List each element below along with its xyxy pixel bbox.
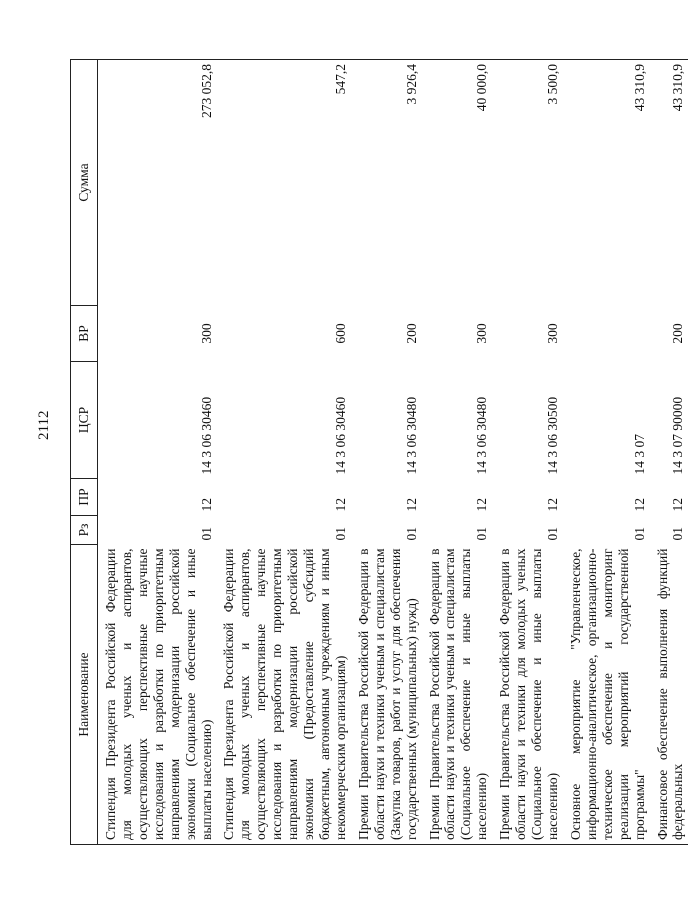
cell-name: Премии Правительства Российской Федерации в области науки и техники ученым и специалистам (Закупка товаров, работ и услуг для обеспечения государственных (муниципальных) нужд) (351, 545, 422, 845)
cell-csr: 14 3 06 30480 (403, 396, 419, 475)
header-name: Наименование (71, 545, 98, 845)
cell-sum: 547,2 (216, 60, 350, 306)
cell-rz: 01 (403, 527, 419, 541)
cell-csr: 14 3 07 90000 (670, 396, 686, 475)
cell-rz: 01 (474, 527, 490, 541)
header-pr: ПР (71, 479, 98, 516)
cell-name: Премии Правительства Российской Федерации в области науки и техники для молодых ученых (Социальное обеспечение и иные выплаты населению) (492, 545, 563, 845)
cell-name: Стипендия Президента Российской Федерации для молодых ученых и аспирантов, осуществляющих перспективные научные исследования и разработки по приоритетным направлениям модернизации российской экономики (Социальное обеспечение и иные выплаты населению) (98, 545, 217, 845)
cell-name: Финансовое обеспечение выполнения функций федеральных (650, 545, 688, 845)
cell-pr: 12 (631, 498, 647, 512)
cell-sum: 3 500,0 (492, 60, 563, 306)
cell-sum: 3 926,4 (351, 60, 422, 306)
cell-csr: 14 3 06 30460 (198, 396, 214, 475)
cell-pr: 12 (670, 498, 686, 512)
cell-csr: 14 3 06 30460 (332, 396, 348, 475)
cell-pr: 12 (403, 498, 419, 512)
cell-pr: 12 (474, 498, 490, 512)
header-sum: Сумма (71, 60, 98, 306)
cell-vr: 200 (670, 323, 686, 344)
rotated-page-content (70, 60, 686, 845)
cell-pr: 12 (198, 498, 214, 512)
cell-sum: 40 000,0 (422, 60, 493, 306)
cell-name: Премии Правительства Российской Федерации в области науки и техники ученым и специалистам (Социальное обеспечение и иные выплаты населению) (422, 545, 493, 845)
cell-rz: 01 (544, 527, 560, 541)
table-row (351, 60, 422, 845)
page-number: 2112 (36, 410, 52, 440)
cell-rz: 01 (332, 527, 348, 541)
cell-rz: 01 (631, 527, 647, 541)
cell-pr: 12 (332, 498, 348, 512)
table-row (422, 60, 493, 845)
cell-sum: 273 052,8 (98, 60, 217, 306)
table-row (98, 60, 217, 845)
cell-csr: 14 3 07 (631, 434, 647, 475)
cell-vr: 300 (198, 323, 214, 344)
cell-name: Стипендия Президента Российской Федерации для молодых ученых и аспирантов, осуществляющих перспективные научные исследования и разработки по приоритетным направлениям модернизации российской экономики (Предоставление субсидий бюджетным, автономным учреждениям и иным некоммерческим организациям) (216, 545, 350, 845)
budget-table (70, 59, 688, 845)
cell-name: Основное мероприятие "Управленческое, информационно-аналитическое, организационно-техническое обеспечение и мониторинг реализации мероприятий государственной программы" (563, 545, 650, 845)
cell-sum: 43 310,9 (650, 60, 688, 306)
cell-vr: 300 (544, 323, 560, 344)
table-row (563, 60, 650, 845)
table-header (71, 60, 98, 845)
cell-vr: 300 (474, 323, 490, 344)
cell-rz: 01 (198, 527, 214, 541)
cell-csr: 14 3 06 30500 (544, 396, 560, 475)
cell-csr: 14 3 06 30480 (474, 396, 490, 475)
header-rz: Рз (71, 516, 98, 545)
header-vr: ВР (71, 306, 98, 362)
table-body (98, 60, 688, 845)
cell-vr: 200 (403, 323, 419, 344)
table-row (216, 60, 350, 845)
table-row (492, 60, 563, 845)
cell-rz: 01 (670, 527, 686, 541)
table-row (650, 60, 688, 845)
cell-vr: 600 (332, 323, 348, 344)
cell-vr (563, 306, 650, 362)
cell-sum: 43 310,9 (563, 60, 650, 306)
header-csr: ЦСР (71, 362, 98, 479)
cell-pr: 12 (544, 498, 560, 512)
